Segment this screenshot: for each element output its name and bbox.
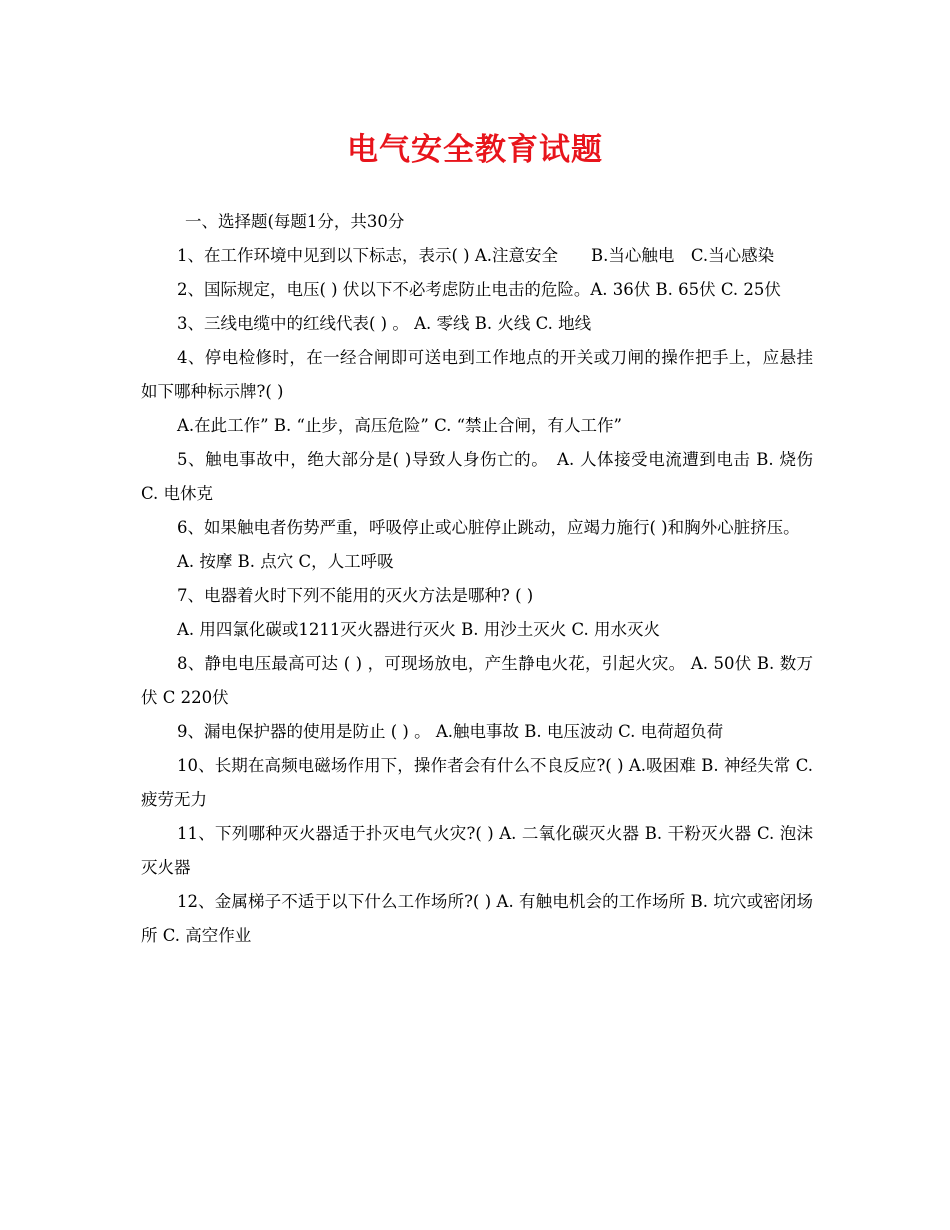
document-body — [141, 205, 813, 953]
question-4: 4、停电检修时，在一经合闸即可送电到工作地点的开关或刀闸的操作把手上，应悬挂如下哪种标示牌?( ) — [141, 348, 813, 401]
question-11: 11、下列哪种灭火器适于扑灭电气火灾?( ) A. 二氧化碳灭火器 B. 干粉灭火器 C. 泡沫灭火器 — [141, 824, 813, 877]
section-heading: 一、选择题(每题1分，共30分 — [185, 212, 405, 231]
question-7: 7、电器着火时下列不能用的灭火方法是哪种? ( ) — [177, 586, 534, 605]
question-5: 5、触电事故中，绝大部分是( )导致人身伤亡的。 A. 人体接受电流遭到电击 B. 烧伤 C. 电休克 — [141, 450, 813, 503]
question-12: 12、金属梯子不适于以下什么工作场所?( ) A. 有触电机会的工作场所 B. 坑穴或密闭场所 C. 高空作业 — [141, 892, 813, 945]
question-10: 10、长期在高频电磁场作用下，操作者会有什么不良反应?( ) A.吸困难 B. 神经失常 C. 疲劳无力 — [141, 756, 813, 809]
question-1: 1、在工作环境中见到以下标志，表示( ) A.注意安全 B.当心触电 C.当心感染 — [177, 246, 775, 265]
question-7-options: A. 用四氯化碳或1211灭火器进行灭火 B. 用沙土灭火 C. 用水灭火 — [177, 620, 661, 639]
question-9: 9、漏电保护器的使用是防止 ( ) 。 A.触电事故 B. 电压波动 C. 电荷超负荷 — [177, 722, 724, 741]
question-6: 6、如果触电者伤势严重，呼吸停止或心脏停止跳动，应竭力施行( )和胸外心脏挤压。 — [177, 518, 800, 537]
question-3: 3、三线电缆中的红线代表( ) 。 A. 零线 B. 火线 C. 地线 — [177, 314, 592, 333]
document-title: 电气安全教育试题 — [347, 132, 603, 168]
question-4-options: A.在此工作” B. “止步，高压危险” C. “禁止合闸，有人工作” — [177, 416, 622, 435]
question-8: 8、静电电压最高可达 ( ) ，可现场放电，产生静电火花，引起火灾。 A. 50伏 B. 数万伏 C 220伏 — [141, 654, 813, 707]
question-2: 2、国际规定，电压( ) 伏以下不必考虑防止电击的危险。A. 36伏 B. 65伏 C. 25伏 — [177, 280, 781, 299]
question-6-options: A. 按摩 B. 点穴 C，人工呼吸 — [177, 552, 394, 571]
